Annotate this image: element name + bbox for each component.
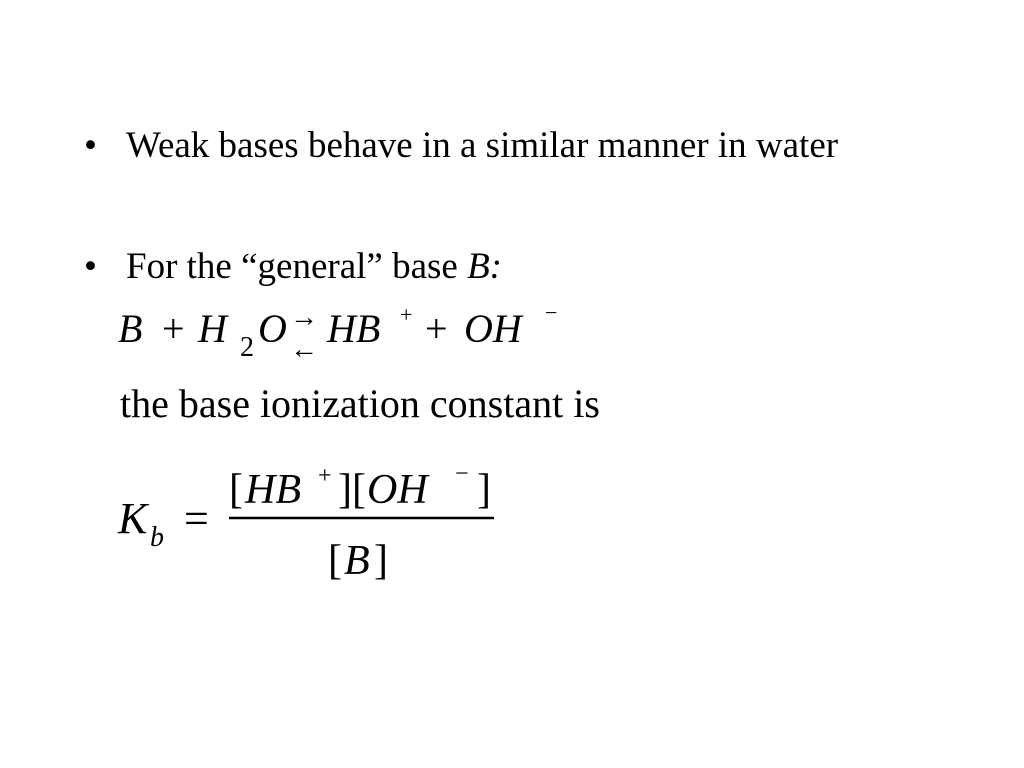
kb-num-plus-charge: +: [318, 463, 332, 489]
reaction-forward-arrow-icon: →: [290, 302, 318, 333]
kb-num-close-bracket-1: ]: [338, 467, 352, 513]
kb-num-OH: OH: [367, 467, 428, 513]
bullet-2-prefix: For the “general” base: [126, 246, 468, 287]
reaction-back-arrow-icon: ←: [290, 334, 318, 365]
reaction-O: O: [258, 306, 287, 351]
kb-equals: =: [184, 494, 209, 543]
reaction-subscript-2: 2: [240, 332, 254, 363]
reaction-plus-2: +: [425, 306, 448, 351]
kb-num-open-bracket-1: [: [229, 467, 243, 513]
bullet-dot-icon: •: [84, 125, 97, 166]
reaction-minus-charge: −: [545, 300, 558, 325]
caption-text: the base ionization constant is: [120, 381, 600, 426]
kb-num-open-bracket-2: [: [352, 467, 366, 513]
kb-num-HB: HB: [245, 467, 301, 513]
bullet-2-italic: B:: [467, 246, 502, 287]
bullet-dot-icon: •: [84, 246, 97, 287]
reaction-plus-1: +: [162, 306, 185, 351]
kb-den-open-bracket: [: [328, 538, 342, 584]
bullet-1-text: Weak bases behave in a similar manner in water: [126, 125, 839, 166]
kb-den-close-bracket: ]: [374, 538, 388, 584]
reaction-HB: HB: [327, 306, 381, 351]
kb-num-close-bracket-2: ]: [477, 467, 491, 513]
reaction-H: H: [198, 306, 227, 351]
kb-num-minus-charge: −: [455, 461, 469, 487]
reaction-OH: OH: [464, 306, 522, 351]
kb-K: K: [118, 494, 148, 543]
kb-den-B: B: [344, 538, 370, 584]
kb-subscript-b: b: [150, 522, 164, 553]
reaction-B: B: [118, 306, 143, 351]
reaction-plus-charge: +: [400, 302, 413, 327]
